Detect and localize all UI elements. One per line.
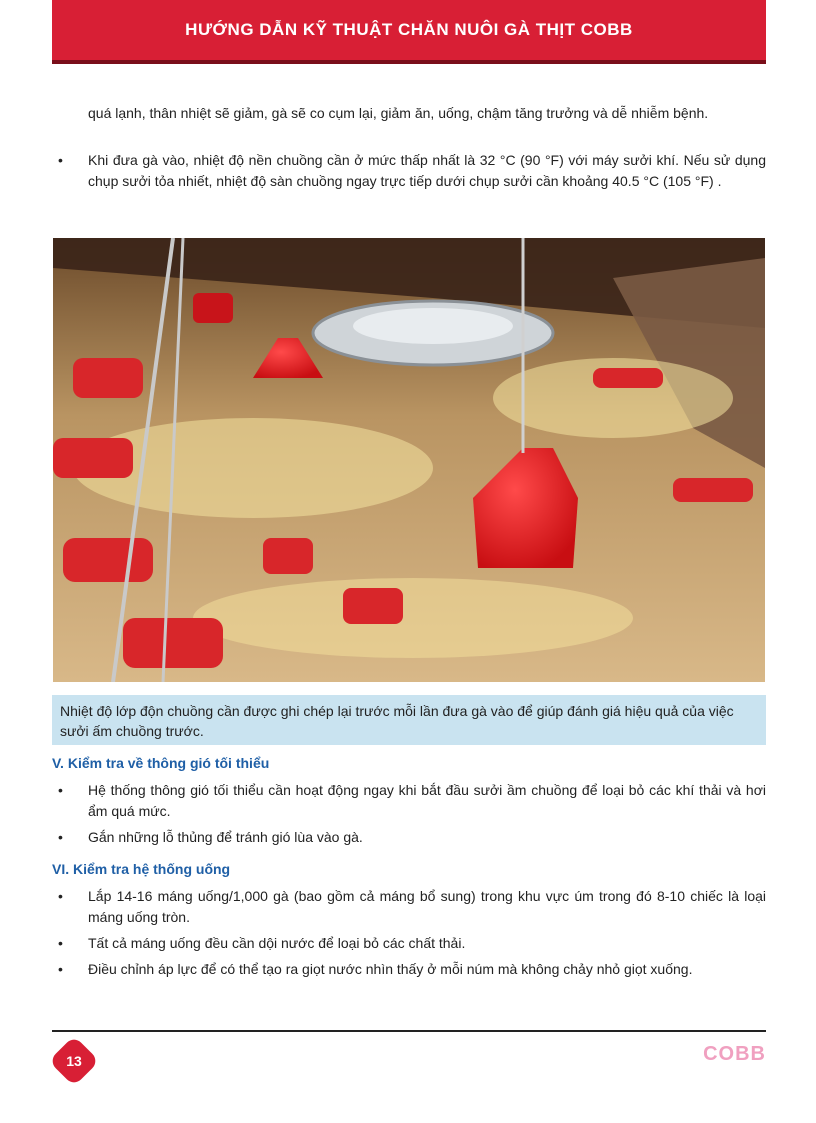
section-6-bullet-3: Điều chỉnh áp lực để có thể tạo ra giọt nước nhìn thấy ở mỗi núm mà không chảy nhỏ giọt xuống. bbox=[88, 961, 693, 977]
section-5-bullet-2: Gắn những lỗ thủng để tránh gió lùa vào gà. bbox=[88, 829, 363, 845]
brand-logo: COBB bbox=[703, 1043, 766, 1065]
intro-continuation: quá lạnh, thân nhiệt sẽ giảm, gà sẽ co cụm lại, giảm ăn, uống, chậm tăng trưởng và dễ nhiễm bệnh. bbox=[88, 105, 709, 121]
bullet-marker: • bbox=[58, 829, 63, 845]
bullet-marker: • bbox=[58, 961, 63, 977]
section-6-title: VI. Kiểm tra hệ thống uống bbox=[52, 861, 231, 877]
section-6-bullet-1: Lắp 14-16 máng uống/1,000 gà (bao gồm cả máng bổ sung) trong khu vực úm trong đó 8-10 chiếc là loại máng uống tròn. bbox=[88, 888, 766, 925]
callout-note: Nhiệt độ lớp độn chuồng cần được ghi chép lại trước mỗi lần đưa gà vào để giúp đánh giá hiệu quả của việc sưởi ấm chuồng trước. bbox=[52, 695, 766, 745]
bullet-marker: • bbox=[58, 935, 63, 951]
bullet-marker: • bbox=[58, 782, 63, 798]
bullet-marker: • bbox=[58, 888, 63, 904]
section-5-bullet-1: Hệ thống thông gió tối thiểu cần hoạt động ngay khi bắt đầu sưởi ầm chuồng để loại bỏ các khí thải và hơi ẩm quá mức. bbox=[88, 782, 766, 819]
brooding-house-photo bbox=[53, 238, 765, 682]
page-number-badge bbox=[49, 1036, 100, 1087]
footer-divider bbox=[52, 1030, 766, 1032]
bullet-marker: • bbox=[58, 152, 63, 168]
page-number: 13 bbox=[66, 1053, 82, 1069]
section-5-title: V. Kiểm tra về thông gió tối thiểu bbox=[52, 755, 270, 771]
section-6-bullet-2: Tất cả máng uống đều cần dội nước để loại bỏ các chất thải. bbox=[88, 935, 466, 951]
header-title: HƯỚNG DẪN KỸ THUẬT CHĂN NUÔI GÀ THỊT COBB bbox=[185, 20, 633, 39]
page-header bbox=[52, 0, 766, 64]
photo-illustration bbox=[53, 238, 765, 682]
intro-bullet: Khi đưa gà vào, nhiệt độ nền chuồng cần ở mức thấp nhất là 32 °C (90 °F) với máy sưởi khí. Nếu sử dụng chụp sưởi tỏa nhiết, nhiệt độ sàn chuồng ngay trực tiếp dưới chụp sưởi cần khoảng 40.5 °C (105 °F) . bbox=[88, 152, 766, 189]
